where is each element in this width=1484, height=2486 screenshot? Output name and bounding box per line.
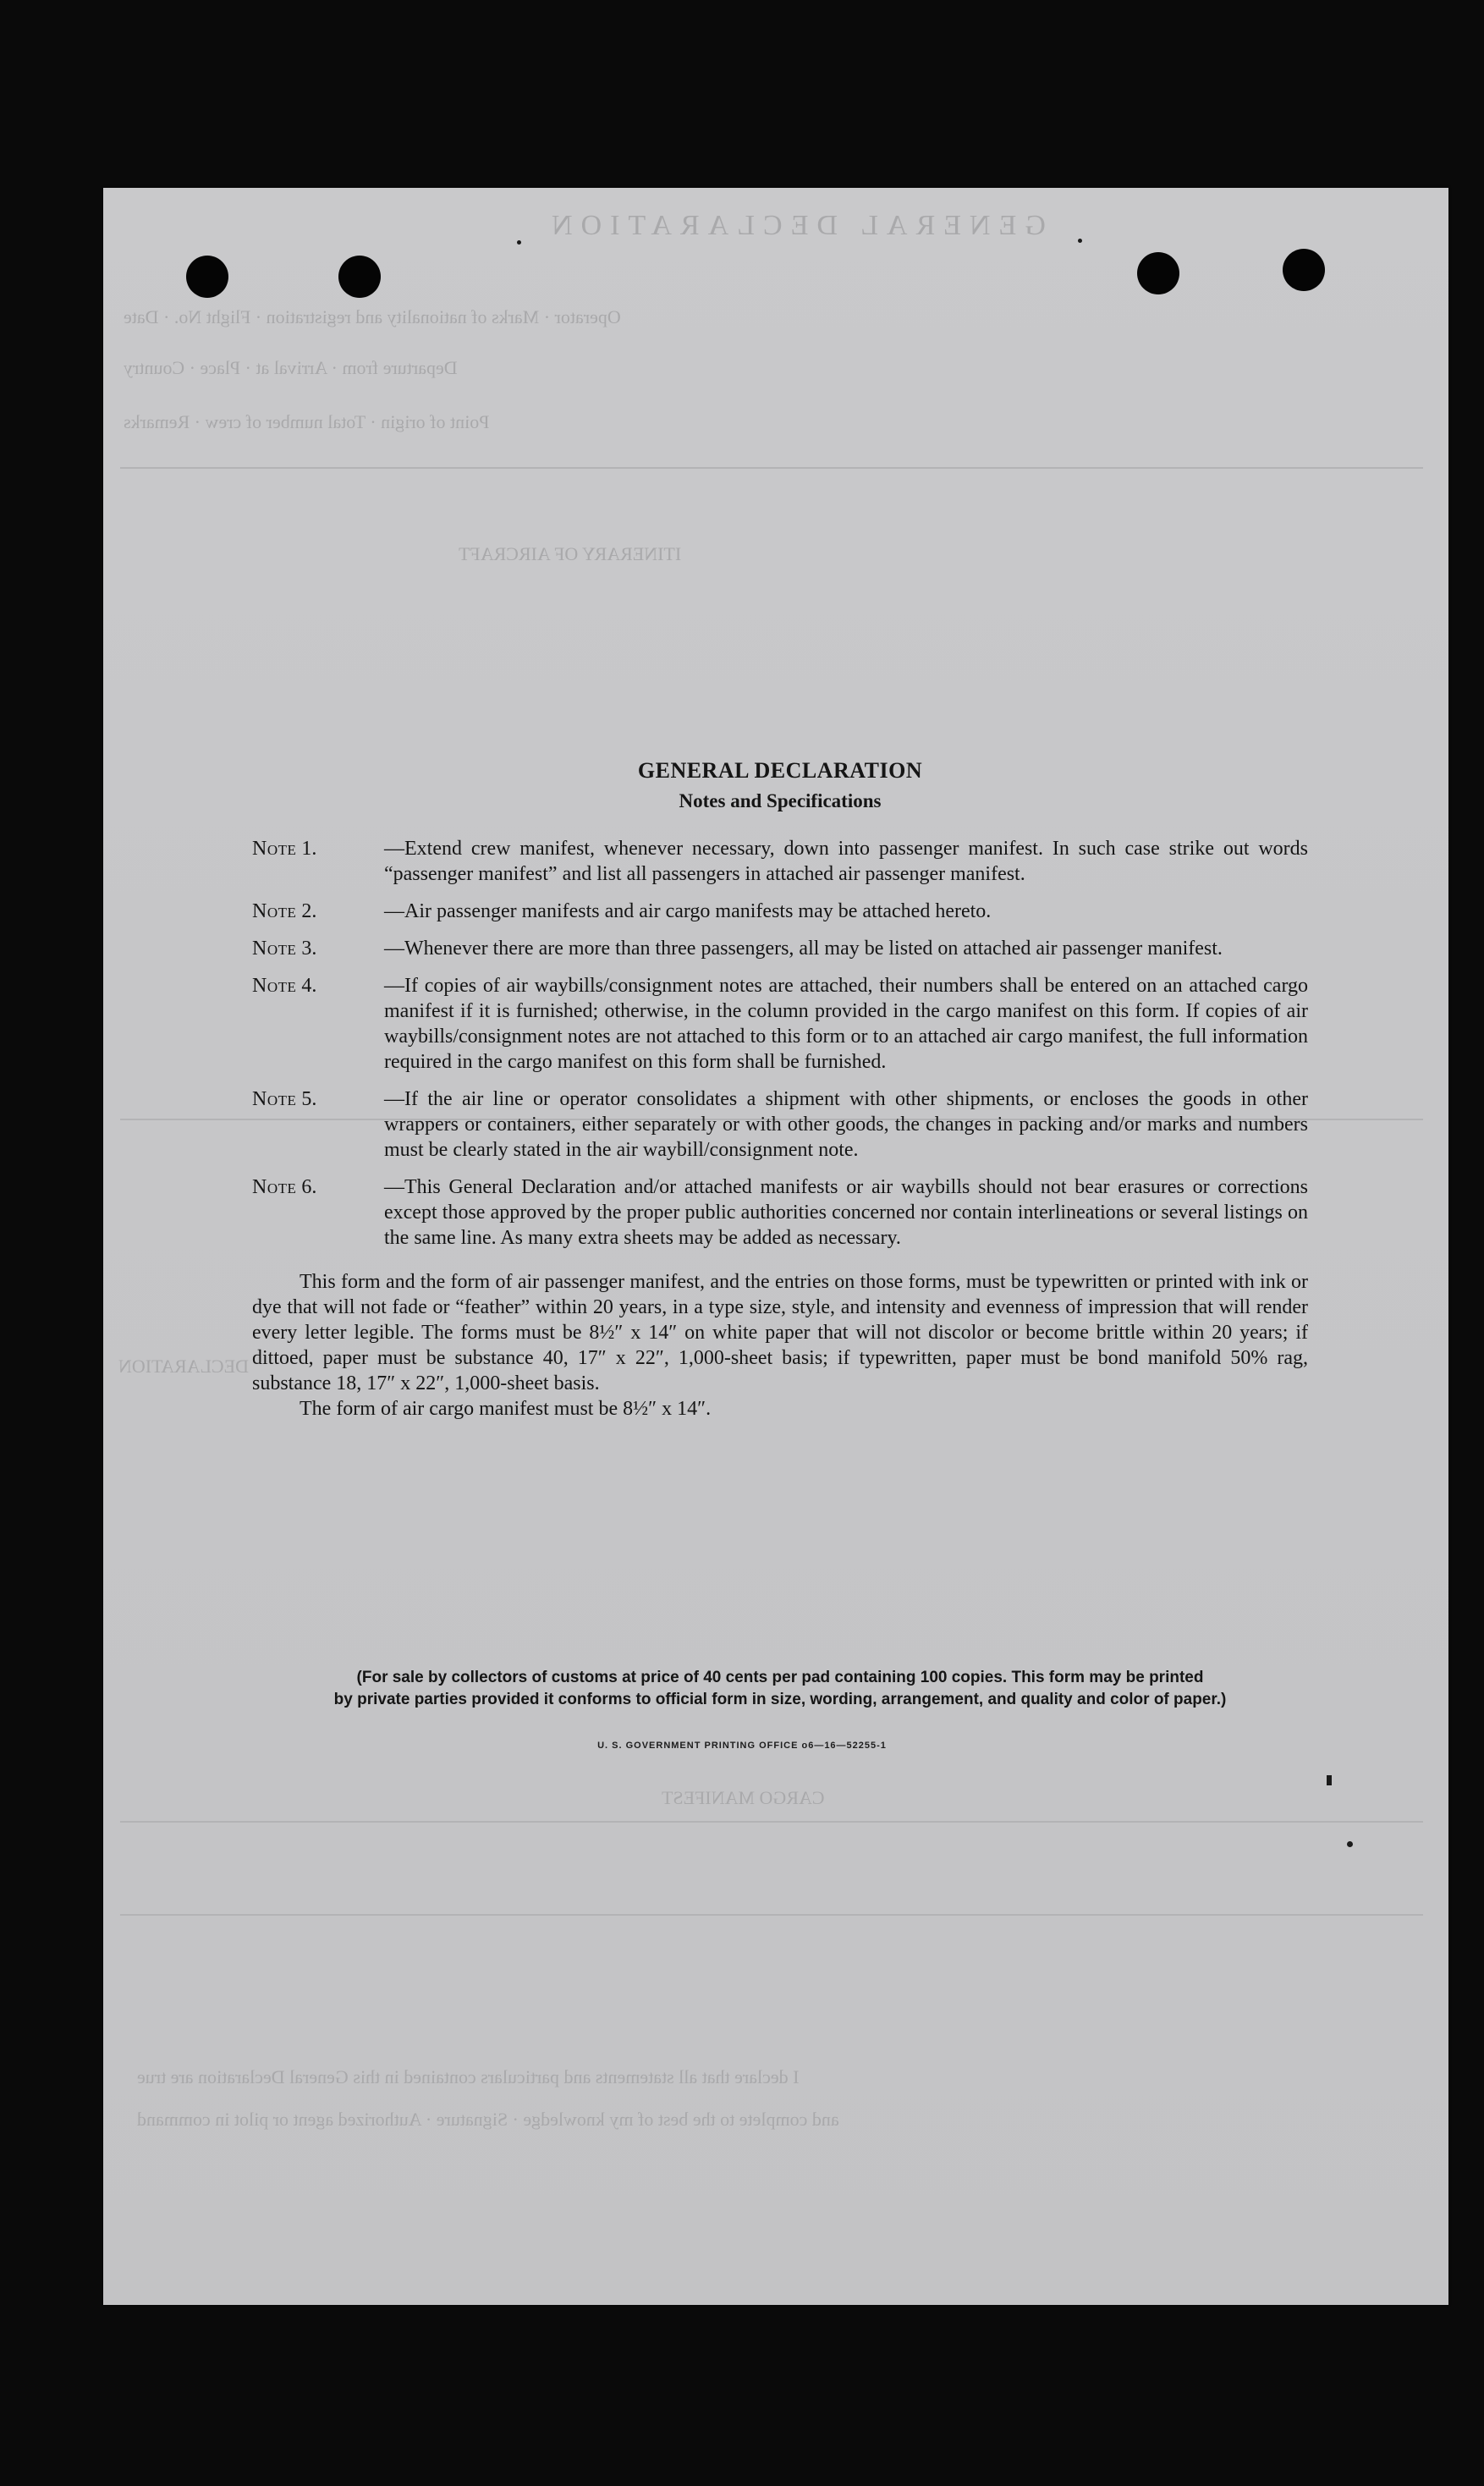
note-label: Note 5. (252, 1088, 317, 1110)
bleed-through-rule (120, 1821, 1423, 1823)
bleed-through-text: I declare that all statements and particulars contained in this General Declaration are true (137, 2066, 800, 2087)
punch-hole (186, 256, 228, 298)
note-label: Note 1. (252, 838, 317, 860)
note-label: Note 2. (252, 900, 317, 922)
note-3 (252, 936, 1308, 961)
speck (1327, 1775, 1332, 1785)
note-label: Note 6. (252, 1176, 317, 1198)
cargo-manifest-size-line: The form of air cargo manifest must be 8½″ x 14″. (300, 1398, 712, 1420)
note-2 (252, 899, 1308, 924)
bleed-through-rule (120, 467, 1423, 469)
sale-notice-line: by private parties provided it conforms to official form in size, wording, arrangement, and quality and color of paper.) (333, 1691, 1227, 1708)
bleed-through-text: Departure from · Arrival at · Place · Country (124, 357, 458, 378)
bleed-through-text: and complete to the best of my knowledge · Signature · Authorized agent or pilot in command (137, 2109, 839, 2130)
note-label: Note 4. (252, 975, 317, 997)
bleed-through-rule (120, 1914, 1423, 1916)
document-title: GENERAL DECLARATION (637, 758, 923, 783)
specification-paragraph: This form and the form of air passenger manifest, and the entries on those forms, must be typewritten or printed with ink or dye that will not fade or “feather” within 20 years, in a type size, style, and intensity and evenness of impression that will render every letter legible. The forms must be 8½″ x 14″ on white paper that will not discolor or become brittle within 20 years; if dittoed, paper must be substance 40, 17″ x 22″, 1,000-sheet basis; if typewritten, paper must be bond manifold 50% rag, substance 18, 17″ x 22″, 1,000-sheet basis. (252, 1271, 1308, 1394)
note-5 (252, 1086, 1308, 1163)
notes-and-specifications (252, 756, 1308, 1422)
bleed-through-heading: GENERAL DECLARATION (543, 210, 1046, 241)
bleed-through-text: DECLARATION (118, 1356, 249, 1377)
bleed-through-text: Operator · Marks of nationality and registration · Flight No. · Date (124, 306, 621, 327)
note-1 (252, 836, 1308, 887)
speck (1347, 1841, 1353, 1847)
speck (1078, 239, 1082, 243)
bleed-through-text: CARGO MANIFEST (662, 1787, 825, 1808)
punch-hole (1283, 249, 1325, 291)
punch-hole (1137, 252, 1179, 294)
bleed-through-text: Point of origin · Total number of crew · Remarks (124, 411, 490, 432)
note-4 (252, 973, 1308, 1075)
note-text: —Air passenger manifests and air cargo manifests may be attached hereto. (384, 900, 992, 922)
bleed-through-text: ITINERARY OF AIRCRAFT (459, 543, 682, 564)
note-text: —If copies of air waybills/consignment notes are attached, their numbers shall be entered on an attached cargo manifest if it is furnished; otherwise, in the column provided in the cargo manifest on this form. If copies of air waybills/consignment notes are not attached to this form or to an attached air cargo manifest, the full information required in the cargo manifest on this form shall be furnished. (384, 975, 1308, 1073)
note-label: Note 3. (252, 938, 317, 960)
sale-notice (252, 1667, 1308, 1711)
note-text: —If the air line or operator consolidates a shipment with other shipments, or encloses the goods in other wrappers or containers, either separately or with other goods, the changes in packing and/or marks and numbers must be clearly stated in the air waybill/consignment note. (384, 1088, 1308, 1161)
sale-notice-line: (For sale by collectors of customs at price of 40 cents per pad containing 100 copies. This form may be printed (356, 1669, 1204, 1686)
speck (517, 240, 521, 245)
note-text: —This General Declaration and/or attached manifests or air waybills should not bear erasures or corrections except those approved by the proper public authorities concerned nor contain interlineations or several listings on the same line. As many extra sheets may be added as necessary. (384, 1176, 1308, 1249)
note-text: —Extend crew manifest, whenever necessary, down into passenger manifest. In such case strike out words “passenger manifest” and list all passengers in attached air passenger manifest. (384, 838, 1308, 885)
note-text: —Whenever there are more than three passengers, all may be listed on attached air passenger manifest. (384, 938, 1223, 960)
punch-hole (338, 256, 381, 298)
printer-imprint: U. S. GOVERNMENT PRINTING OFFICE o6—16—52255-1 (597, 1741, 887, 1751)
note-6 (252, 1174, 1308, 1251)
document-subtitle: Notes and Specifications (679, 790, 882, 811)
